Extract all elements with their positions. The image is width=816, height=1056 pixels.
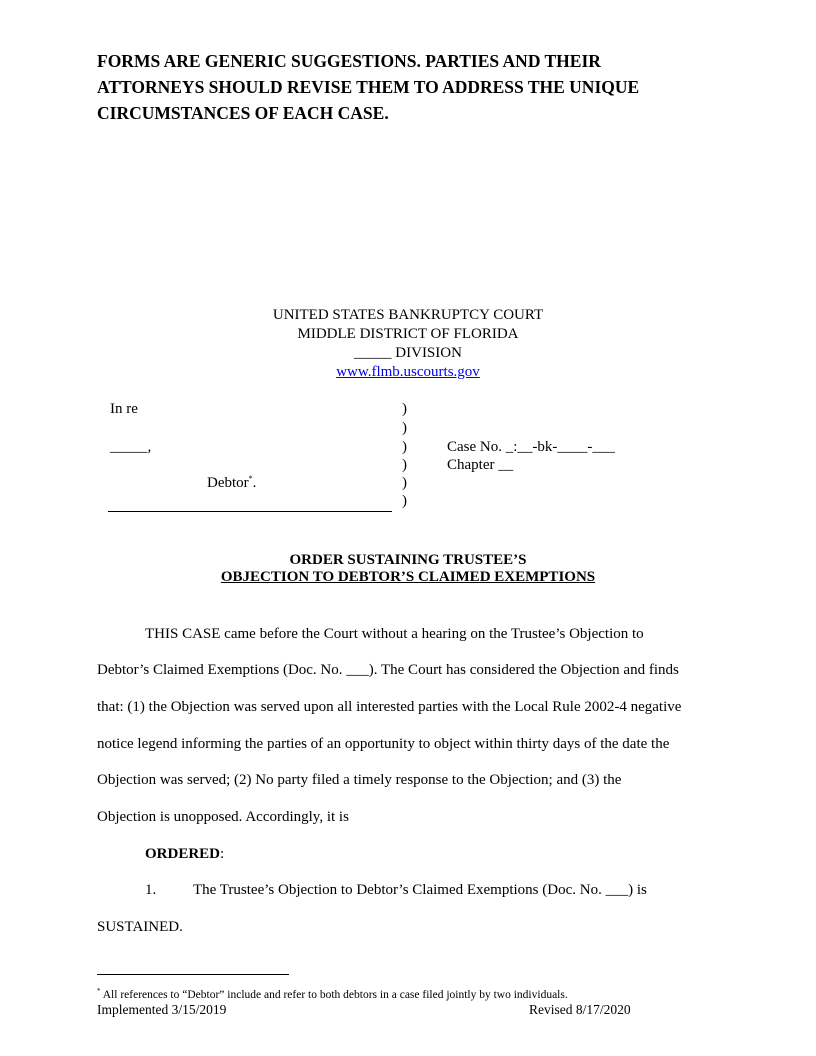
notice-line-2: ATTORNEYS SHOULD REVISE THEM TO ADDRESS THE UNIQUE [97,77,640,97]
caption-debtor-name: _____, [110,439,152,455]
notice-line-3: CIRCUMSTANCES OF EACH CASE. [97,103,389,123]
caption-debtor-label [207,474,256,493]
caption-paren-2: ) [402,420,407,436]
body-line-1: THIS CASE came before the Court without a hearing on the Trustee’s Objection to [145,626,644,642]
debtor-label-text: Debtor [207,475,249,491]
notice-line-1: FORMS ARE GENERIC SUGGESTIONS. PARTIES AND THEIR [97,51,601,71]
body-line-3: that: (1) the Objection was served upon all interested parties with the Local Rule 2002-4 negative [97,699,682,715]
caption-paren-5: ) [402,475,407,491]
caption-in-re: In re [110,401,138,417]
item-1-text: The Trustee’s Objection to Debtor’s Claimed Exemptions (Doc. No. ___) is [193,882,647,898]
order-title-line-2: OBJECTION TO DEBTOR’S CLAIMED EXEMPTIONS [220,569,596,585]
caption-paren-3: ) [402,439,407,455]
court-division: _____ DIVISION [354,345,462,361]
debtor-label-period: . [252,475,257,491]
court-website-link[interactable]: www.flmb.uscourts.gov [336,364,480,380]
body-line-4: notice legend informing the parties of an opportunity to object within thirty days of the date the [97,736,670,752]
order-title-line-1: ORDER SUSTAINING TRUSTEE’S [289,552,527,568]
footer-implemented-date: Implemented 3/15/2019 [97,1002,227,1017]
body-line-2: Debtor’s Claimed Exemptions (Doc. No. ___). The Court has considered the Objection and finds [97,662,679,678]
footnote [97,988,568,1002]
body-line-6: Objection is unopposed. Accordingly, it is [97,809,349,825]
caption-chapter: Chapter __ [447,457,514,473]
footnote-text: All references to “Debtor” include and refer to both debtors in a case filed jointly by two individuals. [102,989,568,1001]
order-title-line-2-wrapper [0,569,816,586]
footnote-mark: * [97,987,101,996]
generic-forms-notice [97,48,737,126]
caption-paren-1: ) [402,401,407,417]
caption-case-number: Case No. _:__-bk-____-___ [447,439,615,455]
debtor-footnote-mark: * [248,474,253,483]
footer-revised-date: Revised 8/17/2020 [529,1002,631,1017]
item-1-continuation: SUSTAINED. [97,919,183,935]
ordered-colon: : [220,846,225,862]
caption-paren-4: ) [402,457,407,473]
caption-paren-6: ) [402,493,407,509]
court-district: MIDDLE DISTRICT OF FLORIDA [297,326,519,342]
caption-divider [108,511,392,512]
footnote-divider [97,974,289,975]
court-website-wrapper [0,363,816,382]
item-1-number: 1. [145,882,157,898]
body-line-5: Objection was served; (2) No party filed a timely response to the Objection; and (3) the [97,772,622,788]
ordered-heading [145,845,224,864]
ordered-label: ORDERED [145,846,221,862]
court-name: UNITED STATES BANKRUPTCY COURT [272,307,544,323]
